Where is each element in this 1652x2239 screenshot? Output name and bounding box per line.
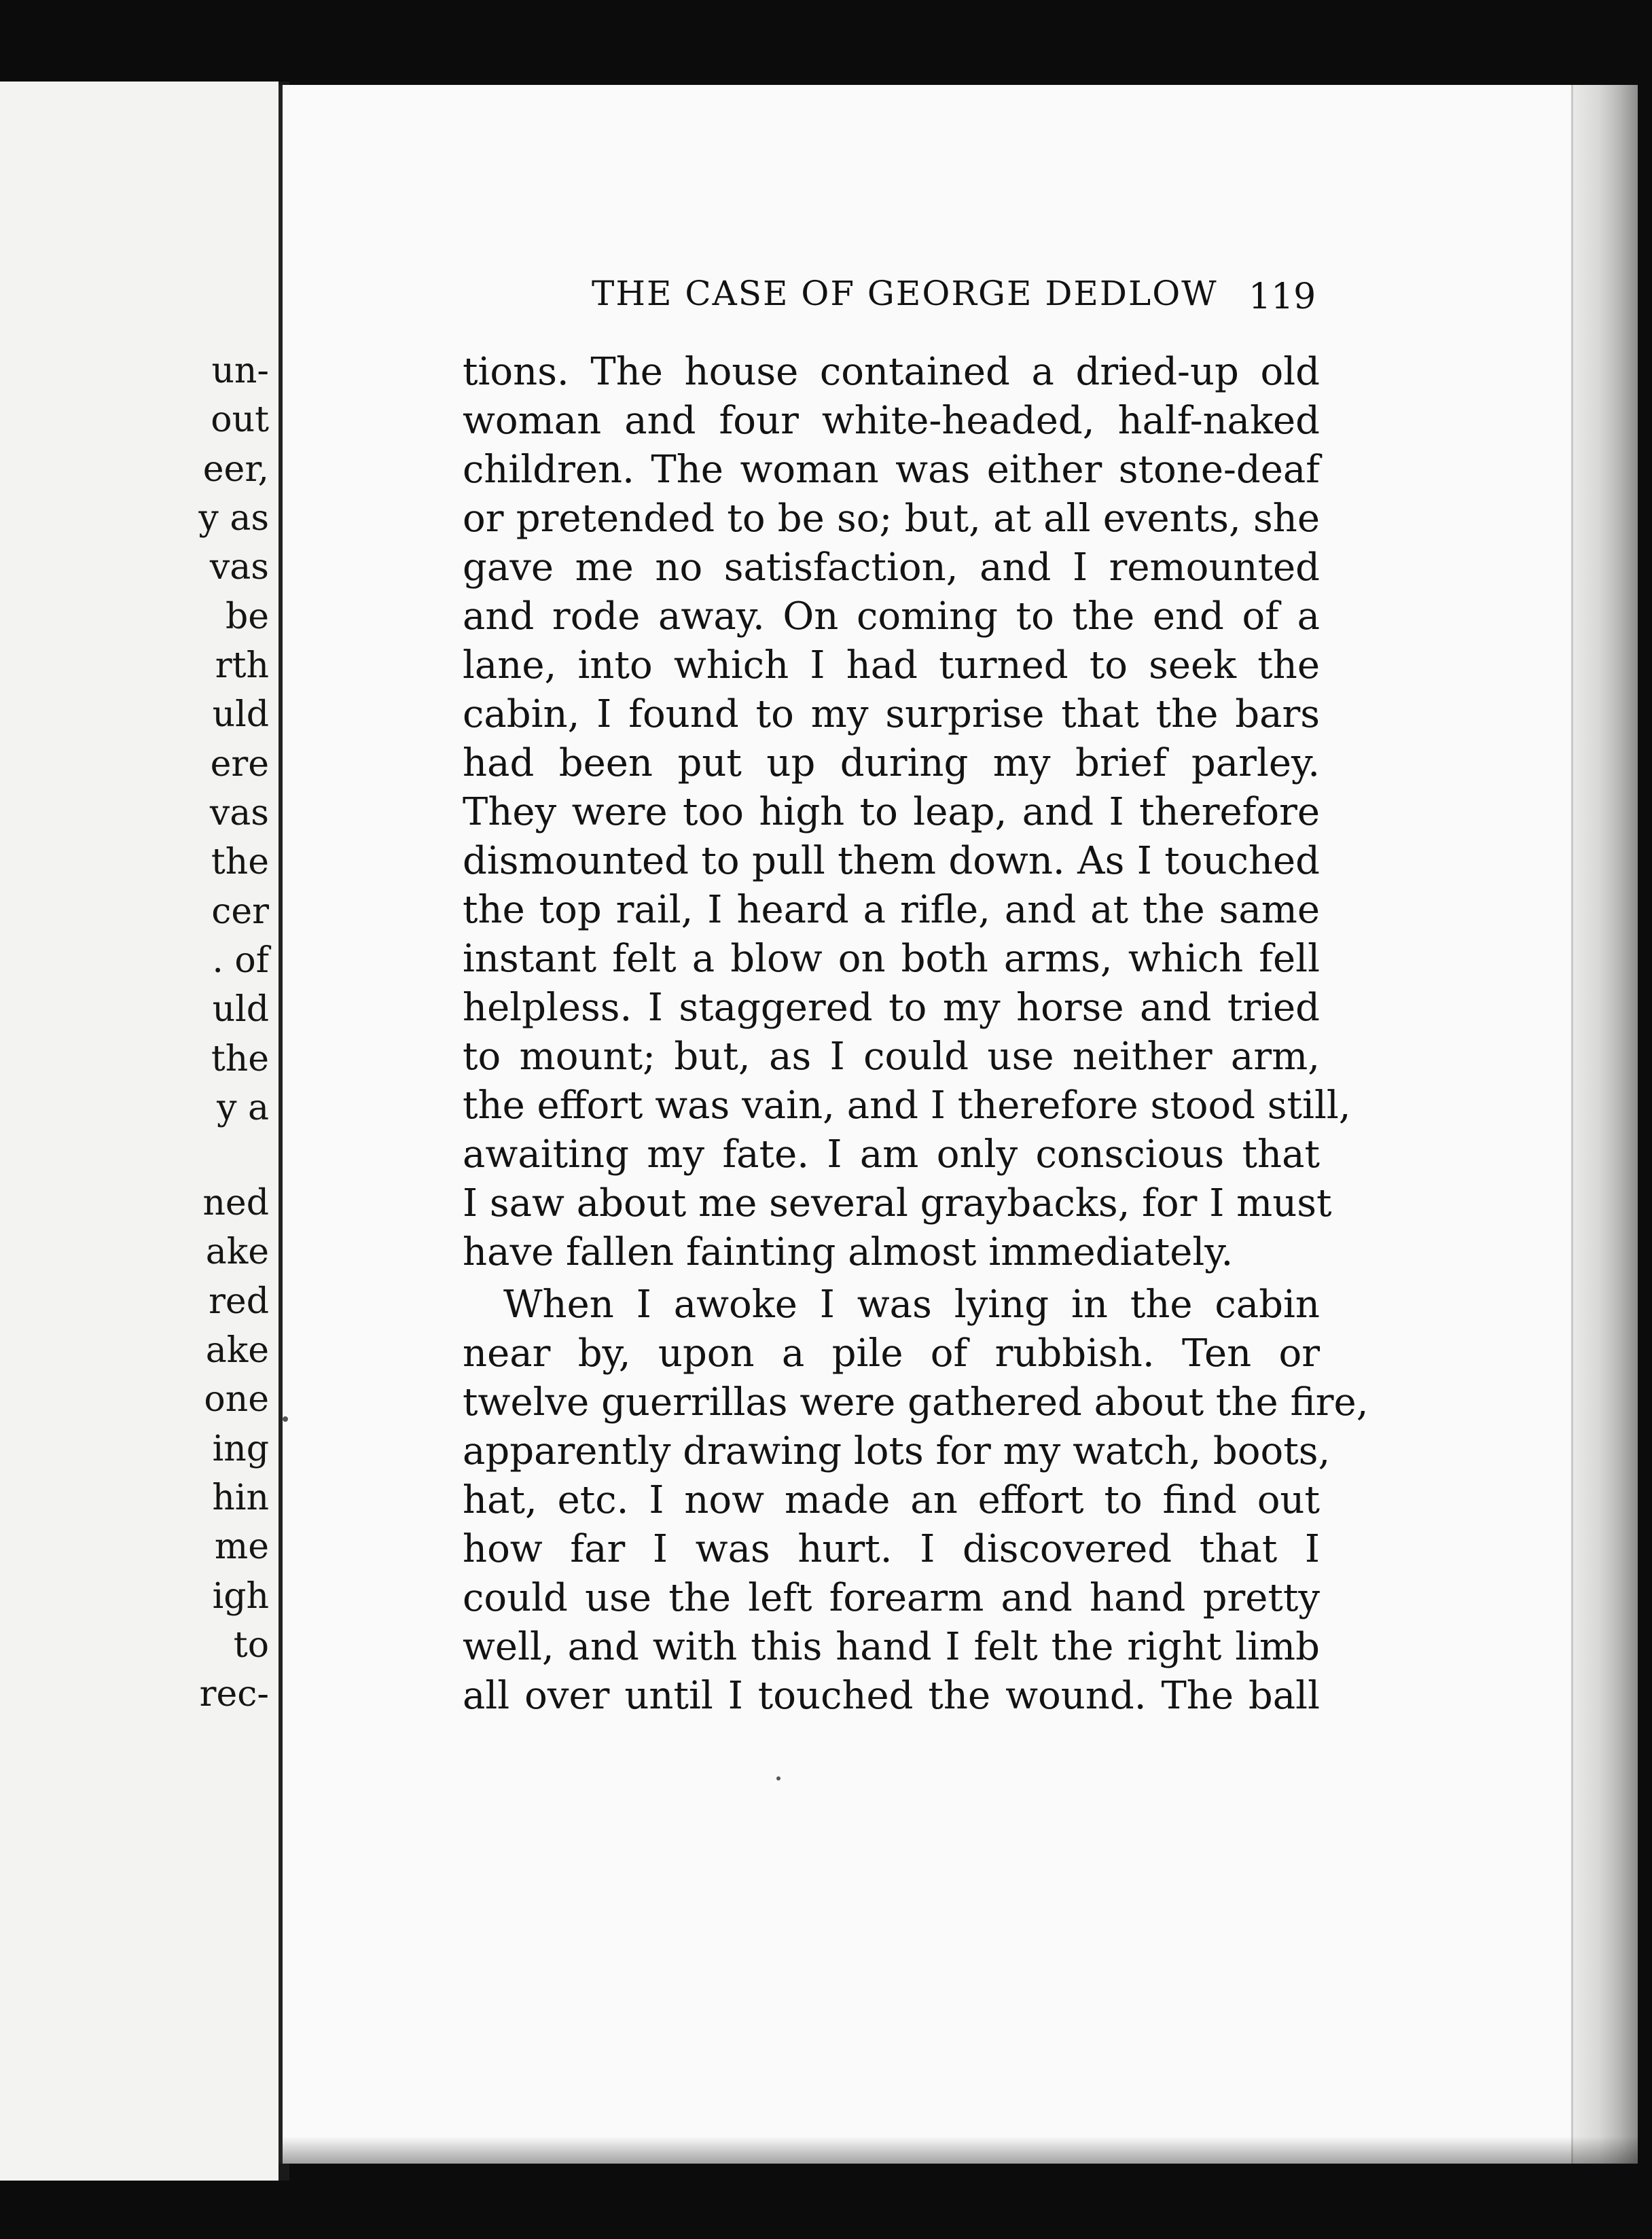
paper-speck	[283, 1416, 288, 1422]
left-page-fragment: ake	[205, 1232, 269, 1272]
left-page-fragment: rth	[215, 645, 269, 686]
body-line: instant felt a blow on both arms, which fell	[463, 937, 1320, 981]
body-line: I saw about me several graybacks, for I must	[463, 1181, 1332, 1225]
body-line: dismounted to pull them down. As I touched	[463, 839, 1320, 883]
page-number: 119	[1249, 276, 1316, 317]
page-edge	[1571, 85, 1638, 2164]
left-page-fragment: out	[211, 399, 269, 440]
left-page-fragment: vas	[209, 793, 269, 834]
left-page-fragment: ned	[202, 1183, 269, 1223]
paragraph-first-line: When I awoke I was lying in the cabin	[503, 1283, 1320, 1327]
body-line: awaiting my fate. I am only conscious that	[463, 1132, 1320, 1177]
body-line: the effort was vain, and I therefore stood still,	[463, 1083, 1351, 1128]
left-page-fragment: . of	[212, 940, 269, 981]
body-line: children. The woman was either stone-deaf	[463, 448, 1320, 492]
left-page	[0, 82, 282, 2181]
left-page-fragment: one	[204, 1379, 269, 1420]
body-line: have fallen fainting almost immediately.	[463, 1230, 1234, 1274]
left-page-fragment: the	[211, 842, 269, 882]
body-line: gave me no satisfaction, and I remounted	[463, 545, 1320, 590]
body-line: twelve guerrillas were gathered about the fire,	[463, 1380, 1369, 1425]
left-page-fragment: uld	[212, 694, 269, 735]
left-page-fragment: cer	[211, 891, 269, 932]
left-page-fragment: me	[214, 1526, 269, 1567]
body-line: or pretended to be so; but, at all events, she	[463, 497, 1320, 541]
left-page-fragment: the	[211, 1039, 269, 1079]
left-page-fragment: be	[225, 596, 269, 637]
body-line: helpless. I staggered to my horse and tried	[463, 986, 1320, 1030]
running-head: THE CASE OF GEORGE DEDLOW	[592, 274, 1218, 313]
right-page	[279, 85, 1638, 2164]
body-line: hat, etc. I now made an effort to find out	[463, 1478, 1320, 1522]
left-page-fragment: ere	[210, 744, 269, 785]
left-page-fragment: hin	[212, 1477, 269, 1518]
body-line: the top rail, I heard a rifle, and at the same	[463, 888, 1320, 932]
body-line: apparently drawing lots for my watch, boots,	[463, 1429, 1331, 1473]
body-line: how far I was hurt. I discovered that I	[463, 1527, 1320, 1571]
body-line: tions. The house contained a dried-up old	[463, 350, 1320, 394]
body-line: could use the left forearm and hand pretty	[463, 1576, 1320, 1620]
body-line: cabin, I found to my surprise that the bars	[463, 692, 1320, 736]
body-line: well, and with this hand I felt the right limb	[463, 1625, 1320, 1669]
left-page-fragment: vas	[209, 547, 269, 588]
body-line: woman and four white-headed, half-naked	[463, 399, 1320, 443]
left-page-fragment: rec-	[199, 1674, 269, 1715]
left-page-fragment: y as	[198, 498, 269, 539]
left-page-fragment: y a	[217, 1088, 269, 1128]
left-page-fragment: red	[209, 1281, 269, 1322]
left-page-fragment: un-	[211, 351, 269, 391]
body-line: had been put up during my brief parley.	[463, 741, 1320, 785]
body-line: to mount; but, as I could use neither arm,	[463, 1035, 1320, 1079]
left-page-fragment: igh	[212, 1576, 269, 1617]
left-page-fragment: ake	[205, 1330, 269, 1371]
body-line: They were too high to leap, and I therefore	[463, 790, 1320, 834]
body-line: lane, into which I had turned to seek the	[463, 643, 1320, 687]
body-line: near by, upon a pile of rubbish. Ten or	[463, 1331, 1320, 1376]
page-bottom-shadow	[283, 2136, 1638, 2164]
body-line: all over until I touched the wound. The ball	[463, 1674, 1320, 1718]
left-page-fragment: eer,	[202, 449, 269, 490]
left-page-fragment: uld	[212, 989, 269, 1030]
left-page-fragment: ing	[212, 1429, 269, 1469]
left-page-fragment: to	[233, 1625, 269, 1666]
body-line: and rode away. On coming to the end of a	[463, 594, 1320, 639]
paper-speck	[776, 1776, 780, 1780]
